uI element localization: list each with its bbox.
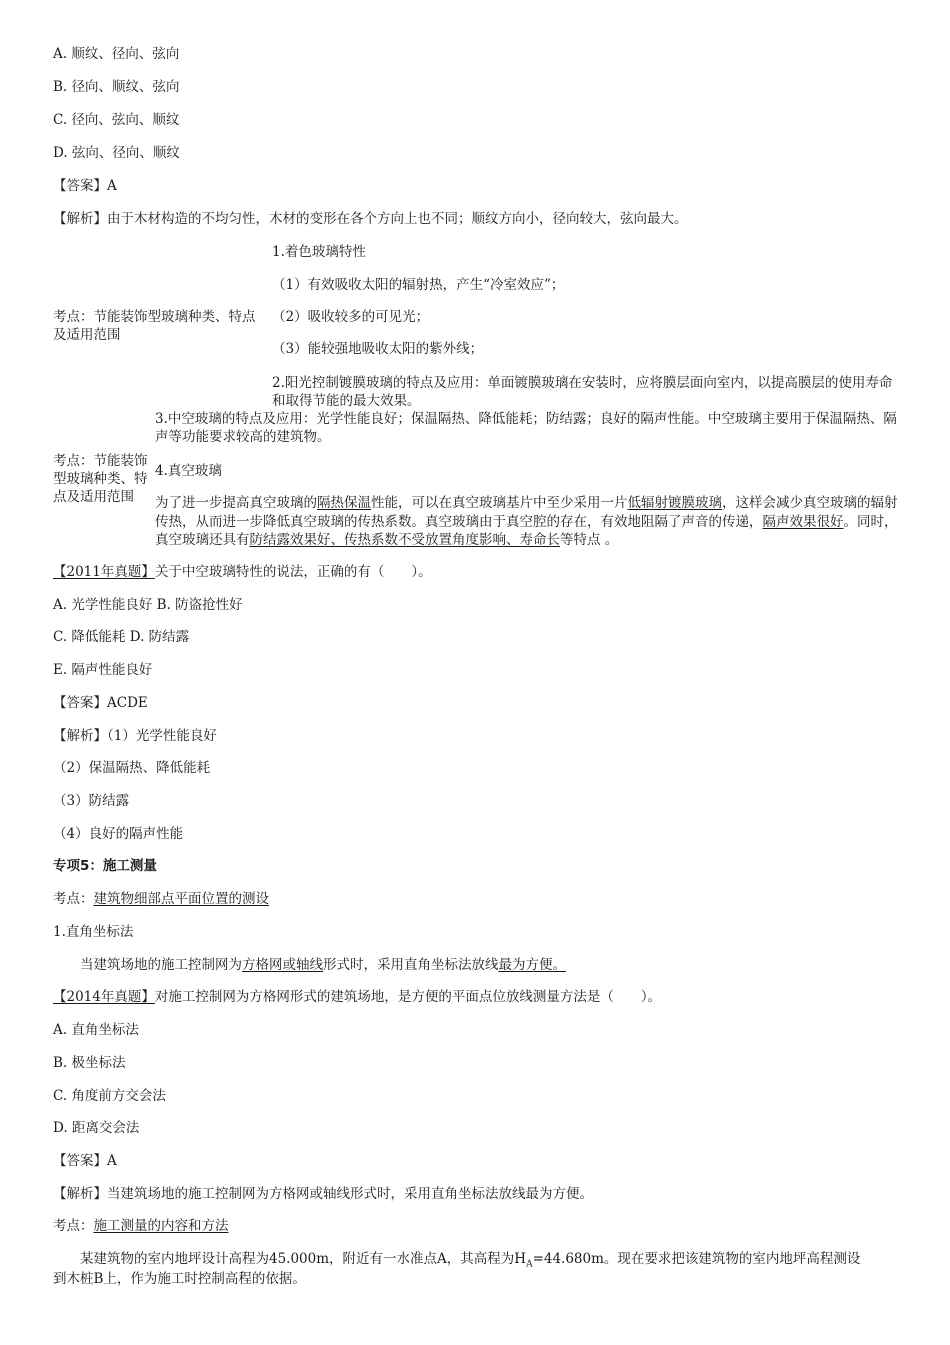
- method-highlight-2: 最为方便。: [498, 957, 566, 973]
- question-stem: 关于中空玻璃特性的说法，正确的有（ ）。: [154, 564, 432, 580]
- method-text: [80, 956, 566, 974]
- vacuum-text-4: 。同时，真空玻璃还具有: [155, 513, 898, 548]
- analysis-3: （3）防结露: [53, 793, 130, 809]
- option-d: D. 距离交会法: [53, 1120, 140, 1136]
- option-c: C. 角度前方交会法: [53, 1088, 166, 1104]
- analysis-2: （2）保温隔热、降低能耗: [53, 760, 211, 776]
- question-2011: [53, 563, 432, 581]
- answer: 【答案】A: [53, 178, 117, 194]
- option-ab: A. 光学性能良好 B. 防盗抢性好: [53, 597, 243, 613]
- option-e: E. 隔声性能良好: [53, 662, 153, 678]
- option-c: C. 径向、弦向、顺纹: [53, 112, 180, 128]
- key-point-text: 建筑物细部点平面位置的测设: [93, 891, 269, 907]
- measure-text-2: =44.680m。现在要求把该建筑物的室内地坪高程测设: [532, 1251, 861, 1267]
- option-b: B. 极坐标法: [53, 1055, 126, 1071]
- option-cd: C. 降低能耗 D. 防结露: [53, 629, 190, 645]
- insulating-glass-text: 3.中空玻璃的特点及应用：光学性能良好；保温隔热、降低能耗；防结露；良好的隔声性能。中空玻璃主要用于保温隔热、隔声等功能要求较高的建筑物。: [155, 411, 897, 445]
- answer: 【答案】ACDE: [53, 695, 148, 711]
- method-highlight-1: 方格网或轴线: [242, 957, 323, 973]
- vacuum-highlight-3: 隔声效果很好: [762, 513, 844, 530]
- method-text-2: 形式时，采用直角坐标法放线: [323, 957, 499, 973]
- tinted-glass-item-1: （1）有效吸收太阳的辐射热，产生“冷室效应”；: [272, 277, 565, 293]
- analysis-1: 【解析】（1）光学性能良好: [53, 728, 217, 744]
- analysis-4: （4）良好的隔声性能: [53, 826, 184, 842]
- key-point-label-2b: 型玻璃种类、特: [53, 471, 148, 487]
- measure-text-1: 某建筑物的室内地坪设计高程为45.000m，附近有一水准点A，其高程为H: [80, 1251, 527, 1267]
- vacuum-highlight-2: 低辐射镀膜玻璃: [627, 495, 722, 511]
- key-point-label-2c: 点及适用范围: [53, 489, 134, 505]
- key-point: [53, 1217, 229, 1235]
- analysis: 【解析】由于木材构造的不均匀性，木材的变形在各个方向上也不同；顺纹方向小，径向较大，弦向最大。: [53, 211, 688, 227]
- vacuum-highlight-1: 隔热保温: [317, 495, 371, 511]
- vacuum-text-1: 为了进一步提高真空玻璃的: [155, 495, 317, 511]
- section-title: 专项5：施工测量: [53, 858, 157, 874]
- key-point-prefix: 考点：: [53, 1218, 94, 1234]
- measure-text-line-2: 到木桩B上，作为施工时控制高程的依据。: [53, 1271, 306, 1287]
- option-b: B. 径向、顺纹、弦向: [53, 79, 180, 95]
- key-point-text: 施工测量的内容和方法: [93, 1218, 229, 1234]
- tinted-glass-item-3: （3）能较强地吸收太阳的紫外线；: [272, 341, 484, 357]
- measure-subscript: A: [526, 1259, 533, 1270]
- option-a: A. 顺纹、径向、弦向: [53, 46, 180, 62]
- analysis: 【解析】当建筑场地的施工控制网为方格网或轴线形式时，采用直角坐标法放线最为方便。: [53, 1186, 593, 1202]
- tinted-glass-item-2: （2）吸收较多的可见光；: [272, 309, 430, 325]
- coated-glass-text: 2.阳光控制镀膜玻璃的特点及应用：单面镀膜玻璃在安装时，应将膜层面向室内，以提高膜层的使用寿命和取得节能的最大效果。: [272, 375, 893, 409]
- vacuum-text-2: 性能，可以在真空玻璃基片中至少采用一片: [371, 495, 628, 511]
- key-point: [53, 890, 269, 908]
- vacuum-glass-title: 4.真空玻璃: [155, 463, 222, 479]
- key-point-label: 考点：节能装饰型玻璃种类、特点: [53, 309, 256, 325]
- key-point-label-cont: 及适用范围: [53, 327, 121, 343]
- option-d: D. 弦向、径向、顺纹: [53, 145, 180, 161]
- question-tag: 【2011年真题】: [53, 564, 155, 580]
- vacuum-text-5: 等特点 。: [560, 532, 619, 548]
- key-point-prefix: 考点：: [53, 891, 94, 907]
- key-point-label-2a: 考点：节能装饰: [53, 453, 148, 469]
- answer: 【答案】A: [53, 1153, 117, 1169]
- question-stem: 对施工控制网为方格网形式的建筑场地，是方便的平面点位放线测量方法是（ ）。: [154, 989, 662, 1005]
- question-tag: 【2014年真题】: [53, 989, 155, 1005]
- vacuum-text-3: ，这样会减少真空玻璃的辐射传热，从而进一步降低真空玻璃的传热系数。真空玻璃由于真空腔的存在，有效地阻隔了声音的传递，: [155, 495, 898, 530]
- option-a: A. 直角坐标法: [53, 1022, 139, 1038]
- method-title: 1.直角坐标法: [53, 924, 134, 940]
- question-2014: [53, 988, 661, 1006]
- method-text-1: 当建筑场地的施工控制网为: [80, 957, 242, 973]
- vacuum-glass-text: [155, 494, 900, 550]
- vacuum-highlight-4: 防结露效果好、传热系数不受放置角度影响、寿命长: [249, 532, 560, 548]
- tinted-glass-title: 1.着色玻璃特性: [272, 244, 366, 260]
